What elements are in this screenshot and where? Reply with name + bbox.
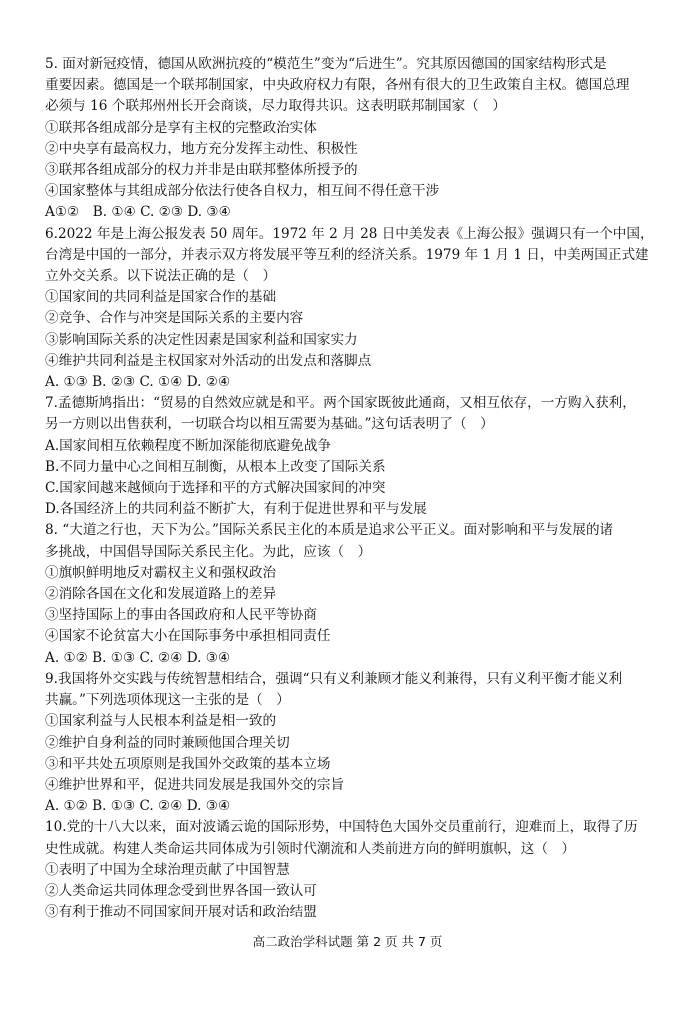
text-line: 7.孟德斯鸠指出：“贸易的自然效应就是和平。两个国家既彼此通商，又相互依存，一方购入获利， bbox=[45, 395, 636, 412]
text-line: A. ①② B. ①③ C. ②④ D. ③④ bbox=[45, 798, 231, 815]
text-line: ①联邦各组成部分是享有主权的完整政治实体 bbox=[45, 119, 317, 136]
text-line: 多挑战，中国倡导国际关系民主化。为此，应该（ ） bbox=[45, 543, 372, 560]
text-line: C.国家间越来越倾向于选择和平的方式解决国家间的冲突 bbox=[45, 480, 386, 497]
text-line: ②维护自身利益的同时兼顾他国合理关切 bbox=[45, 734, 290, 751]
text-line: 6.2022 年是上海公报发表 50 周年。1972 年 2 月 28 日中美发表《上海公报》强调只有一个中国， bbox=[45, 225, 654, 242]
text-line: D.各国经济上的共同利益不断扩大，有利于促进世界和平与发展 bbox=[45, 501, 427, 518]
text-line: ①国家间的共同利益是国家合作的基础 bbox=[45, 289, 277, 306]
text-line: 立外交关系。以下说法正确的是（ ） bbox=[45, 268, 277, 285]
text-line: ①旗帜鲜明地反对霸权主义和强权政治 bbox=[45, 564, 277, 581]
text-line: ③坚持国际上的事由各国政府和人民平等协商 bbox=[45, 607, 317, 624]
text-line: 共赢。”下列选项体现这一主张的是（ ） bbox=[45, 692, 290, 709]
text-line: A①② B. ①④ C. ②③ D. ③④ bbox=[45, 204, 231, 221]
text-line: 必须与 16 个联邦州州长开会商谈，尽力取得共识。这表明联邦制国家（ ） bbox=[45, 98, 506, 115]
text-line: 台湾是中国的一部分，并表示双方将发展平等互利的经济关系。1979 年 1 月 1 日，中美两国正式建 bbox=[45, 246, 649, 263]
text-line: ③和平共处五项原则是我国外交政策的基本立场 bbox=[45, 755, 331, 772]
text-line: ①表明了中国为全球治理贡献了中国智慧 bbox=[45, 861, 290, 878]
text-line: ③影响国际关系的决定性因素是国家利益和国家实力 bbox=[45, 331, 358, 348]
text-line: 5. 面对新冠疫情，德国从欧洲抗疫的“模范生”变为“后进生”。究其原因德国的国家结构形式是 bbox=[45, 56, 607, 72]
text-line: A.国家间相互依赖程度不断加深能彻底避免战争 bbox=[45, 437, 332, 454]
text-line: ②竞争、合作与冲突是国际关系的主要内容 bbox=[45, 310, 304, 327]
text-line: ②消除各国在文化和发展道路上的差异 bbox=[45, 586, 277, 603]
text-line: ④维护共同利益是主权国家对外活动的出发点和落脚点 bbox=[45, 352, 372, 369]
text-line: A. ①② B. ①③ C. ②④ D. ③④ bbox=[45, 649, 231, 666]
text-line: ④国家整体与其组成部分依法行使各自权力，相互间不得任意干涉 bbox=[45, 183, 440, 200]
text-line: ②中央享有最高权力，地方充分发挥主动性、积极性 bbox=[45, 140, 358, 157]
text-line: 史性成就。构建人类命运共同体成为引领时代潮流和人类前进方向的鲜明旗帜，这（ ） bbox=[45, 840, 576, 857]
text-line: 8. “大道之行也，天下为公。”国际关系民主化的本质是追求公平正义。面对影响和平与发展的诸 bbox=[45, 522, 614, 539]
text-line: A. ①③ B. ②③ C. ①④ D. ②④ bbox=[45, 374, 231, 391]
text-line: B.不同力量中心之间相互制衡，从根本上改变了国际关系 bbox=[45, 458, 386, 475]
text-line: 重要因素。德国是一个联邦制国家，中央政府权力有限，各州有很大的卫生政策自主权。德国总理 bbox=[45, 77, 630, 94]
page-footer: 高二政治学科试题 第 2 页 共 7 页 bbox=[252, 934, 443, 949]
text-line: ③有利于推动不同国家间开展对话和政治结盟 bbox=[45, 904, 317, 921]
text-line: 9.我国将外交实践与传统智慧相结合，强调“只有义利兼顾才能义利兼得，只有义利平衡才能义利 bbox=[45, 670, 623, 687]
text-line: ④维护世界和平，促进共同发展是我国外交的宗旨 bbox=[45, 776, 345, 793]
text-line: ②人类命运共同体理念受到世界各国一致认可 bbox=[45, 882, 317, 899]
text-line: ①国家利益与人民根本利益是相一致的 bbox=[45, 713, 277, 730]
text-line: ④国家不论贫富大小在国际事务中承担相同责任 bbox=[45, 628, 331, 645]
exam-page-body bbox=[45, 54, 657, 923]
text-line: ③联邦各组成部分的权力并非是由联邦整体所授予的 bbox=[45, 162, 358, 179]
text-line: 10.党的十八大以来，面对波谲云诡的国际形势，中国特色大国外交员重前行，迎难而上，取得了历 bbox=[45, 819, 638, 836]
text-line: 另一方则以出售获利，一切联合均以相互需要为基础。”这句话表明了（ ） bbox=[45, 416, 494, 433]
